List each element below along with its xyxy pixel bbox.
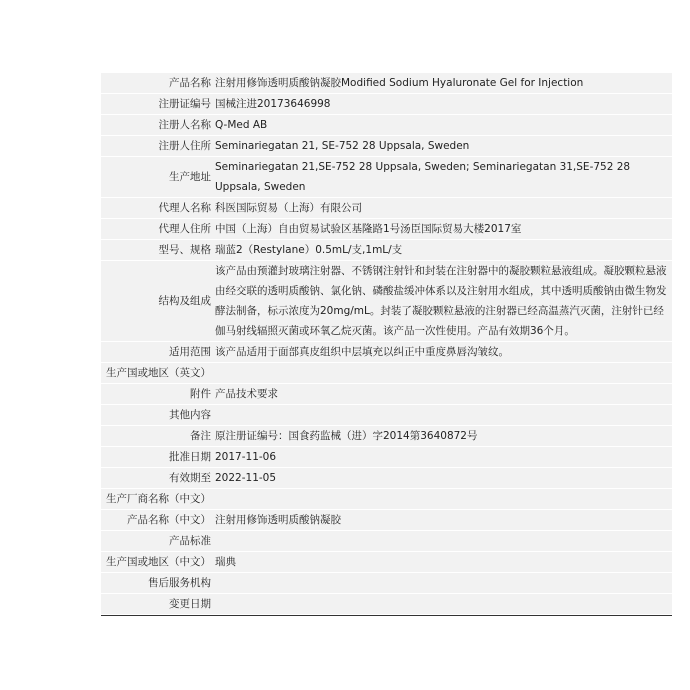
table-row	[101, 198, 672, 219]
field-label: 注册人名称	[158, 119, 211, 131]
field-label: 批准日期	[169, 451, 211, 463]
field-label: 其他内容	[169, 409, 211, 421]
field-value: Seminariegatan 21, SE-752 28 Uppsala, Sweden	[215, 140, 470, 152]
table-row	[101, 489, 672, 510]
table-row	[101, 405, 672, 426]
field-label: 产品标准	[169, 535, 211, 547]
field-value: 产品技术要求	[215, 388, 278, 400]
field-label: 型号、规格	[158, 244, 211, 256]
table-row	[101, 115, 672, 136]
table-row	[101, 573, 672, 594]
table-row	[101, 363, 672, 384]
field-label: 适用范围	[169, 346, 211, 358]
field-value: Q-Med AB	[215, 119, 268, 131]
field-value: 瑞蓝2（Restylane）0.5mL/支,1mL/支	[215, 244, 403, 256]
field-label: 结构及组成	[158, 295, 211, 307]
table-row	[101, 468, 672, 489]
table-bottom-border	[101, 615, 672, 616]
registration-info-table	[101, 73, 672, 616]
field-label: 生产地址	[169, 171, 211, 183]
field-value: 该产品由预灌封玻璃注射器、不锈钢注射针和封装在注射器中的凝胶颗粒悬液组成。凝胶颗粒悬液由经交联的透明质酸钠、氯化钠、磷酸盐缓冲体系以及注射用水组成，其中透明质酸钠由微生物发酵法制备，标示浓度为20mg/mL。封装了凝胶颗粒悬液的注射器已经高温蒸汽灭菌，注射针已经伽马射线辐照灭菌或环氧乙烷灭菌。该产品一次性使用。产品有效期36个月。	[215, 265, 667, 337]
field-label: 产品名称（中文）	[127, 514, 211, 526]
field-value: 国械注进20173646998	[215, 98, 331, 110]
field-value	[214, 363, 672, 383]
field-label: 备注	[190, 430, 211, 442]
table-row	[101, 73, 672, 94]
field-value: 科医国际贸易（上海）有限公司	[215, 202, 362, 214]
field-value: 2017-11-06	[215, 451, 277, 463]
field-value: 该产品适用于面部真皮组织中层填充以纠正中重度鼻唇沟皱纹。	[215, 346, 509, 358]
table-row	[101, 510, 672, 531]
table-row	[101, 384, 672, 405]
field-value	[214, 573, 672, 593]
field-value: 注射用修饰透明质酸钠凝胶	[215, 514, 341, 526]
table-row	[101, 261, 672, 342]
field-label: 产品名称	[169, 77, 211, 89]
field-label: 注册证编号	[158, 98, 211, 110]
table-row	[101, 342, 672, 363]
field-label: 代理人住所	[158, 223, 211, 235]
field-value: 原注册证编号：国食药监械（进）字2014第3640872号	[215, 430, 478, 442]
field-label: 售后服务机构	[148, 577, 211, 589]
field-value: 中国（上海）自由贸易试验区基隆路1号汤臣国际贸易大楼2017室	[215, 223, 522, 235]
table-row	[101, 94, 672, 115]
field-value: 注射用修饰透明质酸钠凝胶Modified Sodium Hyaluronate Gel for Injection	[215, 77, 584, 89]
field-value	[214, 405, 672, 425]
table-row	[101, 219, 672, 240]
field-value	[214, 594, 672, 614]
field-label: 代理人名称	[158, 202, 211, 214]
table-row	[101, 552, 672, 573]
field-value	[214, 489, 672, 509]
table-row	[101, 136, 672, 157]
table-row	[101, 240, 672, 261]
table-row	[101, 157, 672, 198]
field-value: Seminariegatan 21,SE-752 28 Uppsala, Sweden; Seminariegatan 31,SE-752 28 Uppsala, Sweden	[215, 161, 631, 193]
field-label: 变更日期	[169, 598, 211, 610]
table-row	[101, 447, 672, 468]
field-label: 生产厂商名称（中文）	[106, 493, 211, 505]
table-row	[101, 531, 672, 552]
field-label: 注册人住所	[158, 140, 211, 152]
field-value: 瑞典	[215, 556, 236, 568]
field-label: 生产国或地区（中文）	[106, 556, 211, 568]
table-row	[101, 594, 672, 615]
field-value	[214, 531, 672, 551]
field-value: 2022-11-05	[215, 472, 277, 484]
table-row	[101, 426, 672, 447]
field-label: 附件	[190, 388, 211, 400]
field-label: 有效期至	[169, 472, 211, 484]
field-label: 生产国或地区（英文）	[106, 367, 211, 379]
